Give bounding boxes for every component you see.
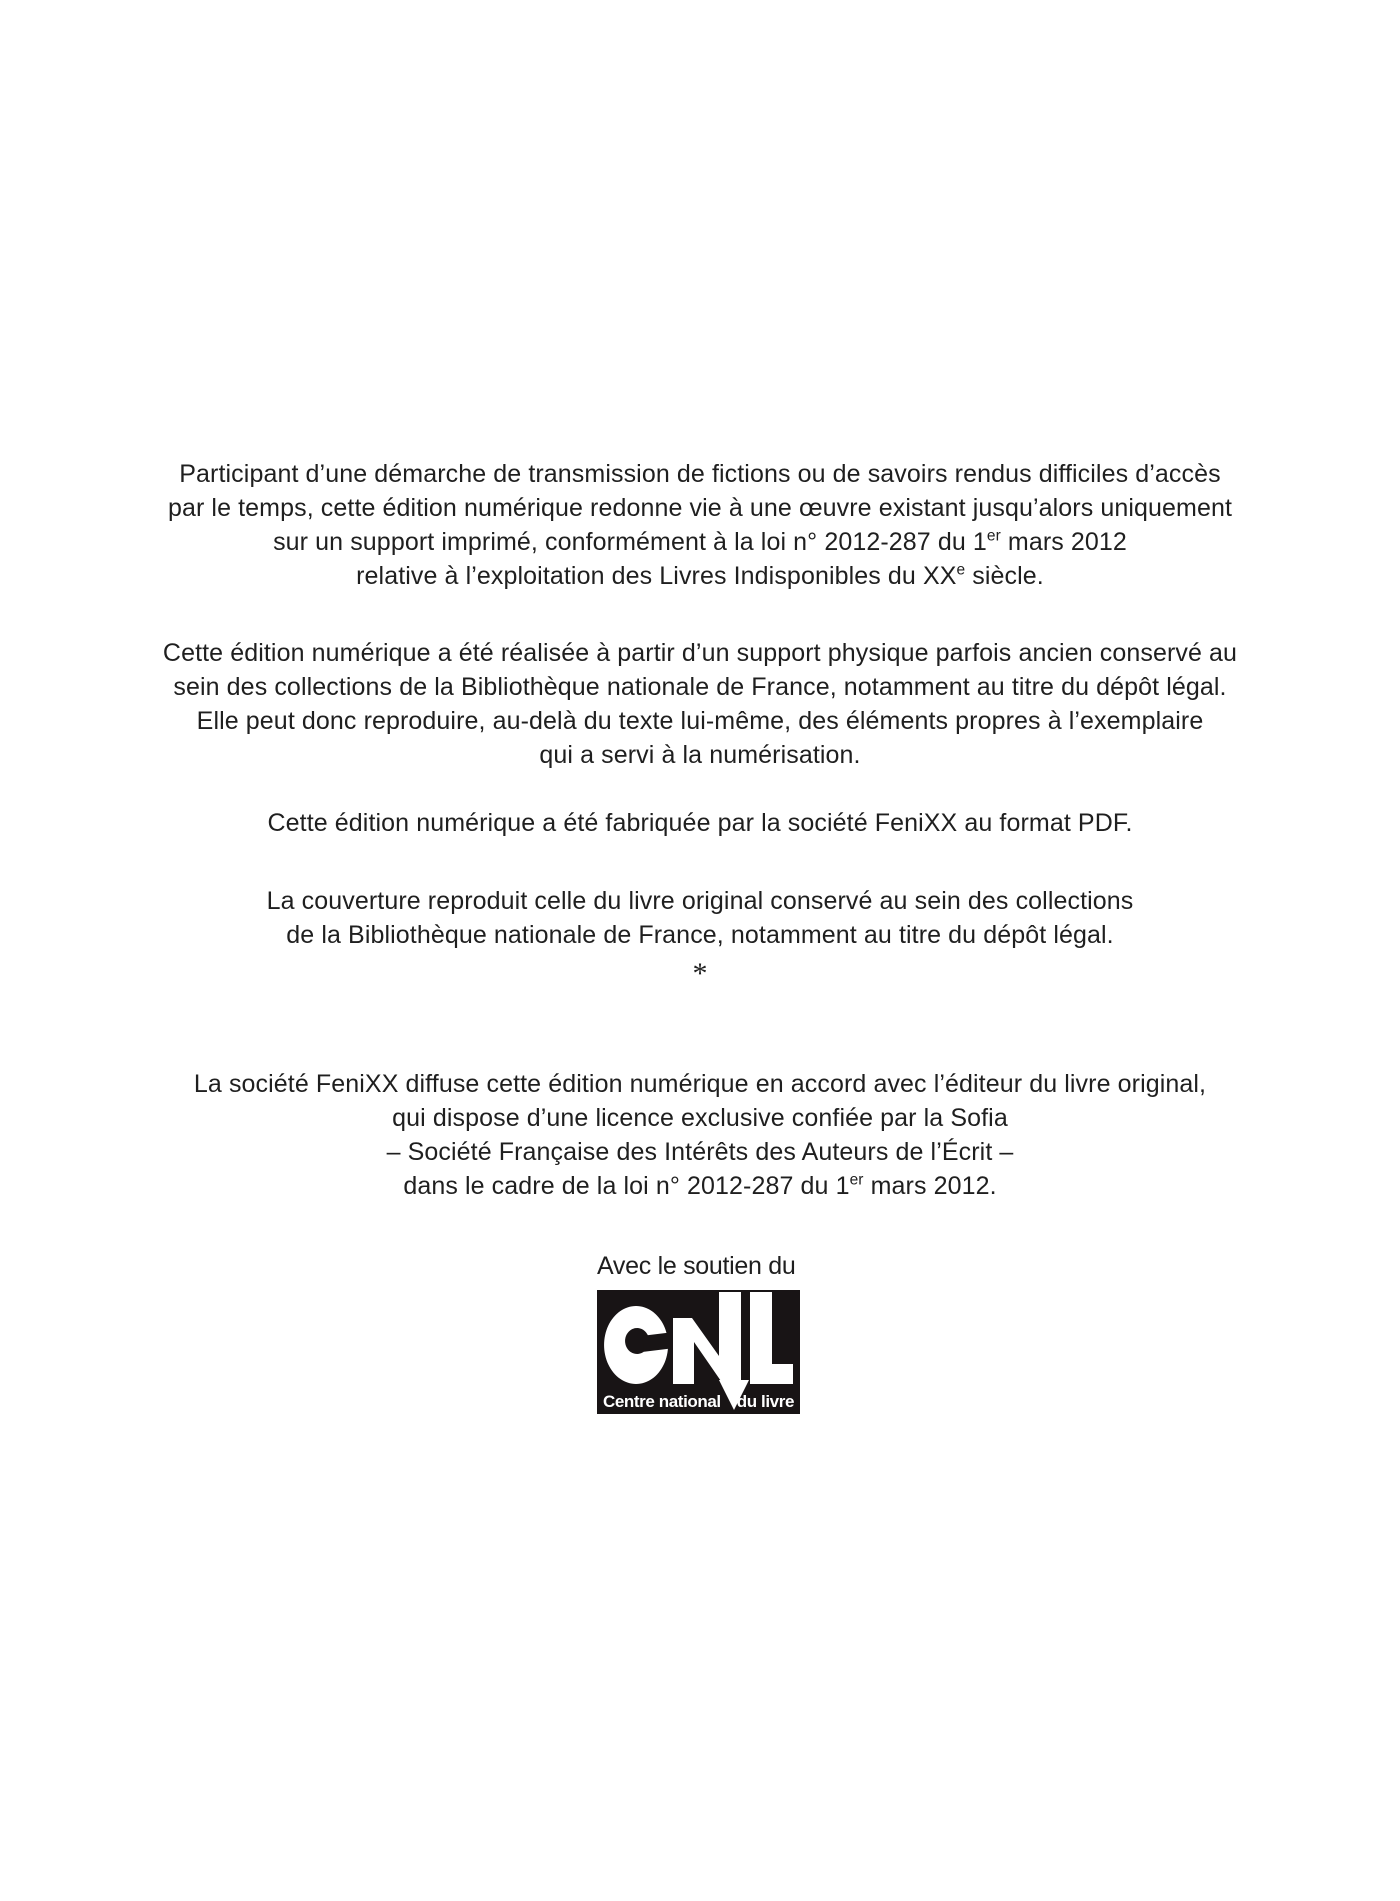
paragraph-fabrication-fenixx: Cette édition numérique a été fabriquée par la société FeniXX au format PDF. <box>267 809 1133 837</box>
paragraph-transmission: Participant d’une démarche de transmission de fictions ou de savoirs rendus difficiles d’accès par le temps, cette édition numérique redonne vie à une œuvre existant jusqu’alors uniquement sur un support imprimé, conformément à la loi n° 2012-287 du 1er mars 2012 relative à l’exploitation des Livres Indisponibles du XXe siècle. <box>167 460 1233 590</box>
cnl-logo <box>597 1290 800 1414</box>
support-caption: Avec le soutien du <box>597 1252 796 1280</box>
support-block <box>597 1251 807 1281</box>
paragraph-diffusion-sofia: La société FeniXX diffuse cette édition numérique en accord avec l’éditeur du livre original, qui dispose d’une licence exclusive confiée par la Sofia – Société Française des Intérêts des Auteurs de l’Écrit – dans le cadre de la loi n° 2012-287 du 1er mars 2012. <box>193 1070 1207 1200</box>
paragraph-source-bnf: Cette édition numérique a été réalisée à partir d’un support physique parfois ancien conservé au sein des collections de la Bibliothèque nationale de France, notamment au titre du dépôt légal. Elle peut donc reproduire, au-delà du texte lui-même, des éléments propres à l’exemplaire qui a servi à la numérisation. <box>162 639 1238 769</box>
paragraph-couverture: La couverture reproduit celle du livre original conservé au sein des collections de la Bibliothèque nationale de France, notamment au titre du dépôt légal. <box>266 887 1134 949</box>
cnl-caption-right: du livre <box>736 1392 794 1411</box>
cnl-caption-left: Centre national <box>603 1392 721 1411</box>
section-separator-asterisk: * <box>692 957 708 990</box>
cnl-logo-image <box>597 1290 800 1414</box>
